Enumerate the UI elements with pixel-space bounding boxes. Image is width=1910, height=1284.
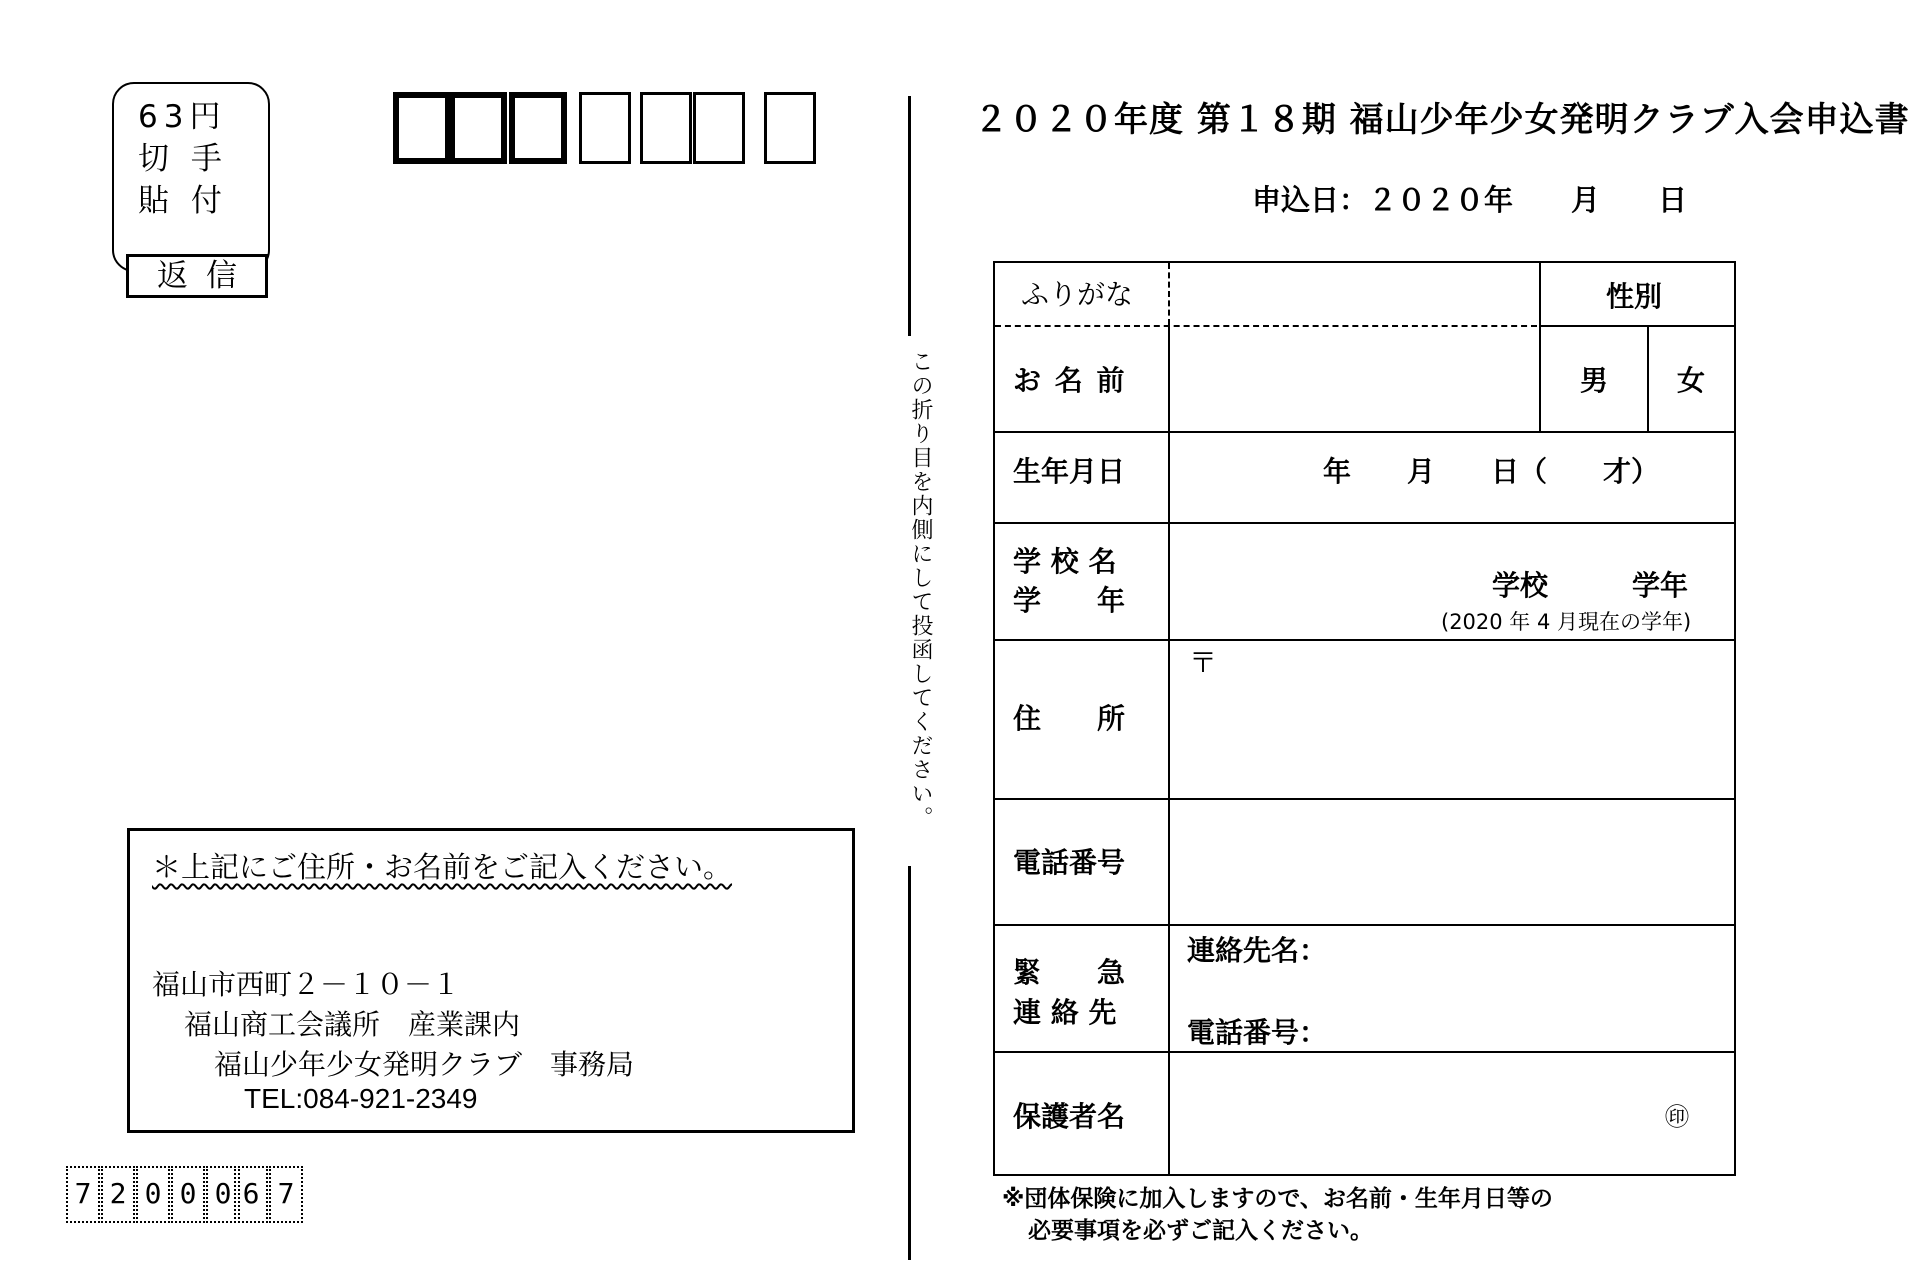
furigana-divider (995, 325, 1537, 327)
fold-line-top (908, 96, 911, 336)
gender-label: 性別 (1606, 280, 1663, 313)
zip-digit: 6 (234, 1166, 268, 1223)
stamp-area (112, 82, 270, 272)
return-address-box (127, 828, 855, 1133)
label-column-line (1168, 325, 1170, 1174)
stamp-price: 63円 (138, 99, 227, 135)
zip-digit: 0 (171, 1166, 205, 1223)
return-note: ＊上記にご住所・お名前をご記入ください。 (152, 850, 733, 884)
row-divider (995, 798, 1734, 800)
emergency-label-2: 連 絡 先 (1013, 996, 1117, 1029)
postal-box[interactable] (579, 92, 631, 164)
birth-label: 生年月日 (1013, 455, 1126, 488)
row-divider (995, 639, 1734, 641)
form-title: ２０２０年度 第１８期 福山少年少女発明クラブ入会申込書 (974, 100, 1910, 140)
furigana-label: ふりがな (1021, 278, 1134, 311)
row-divider (995, 431, 1734, 433)
emergency-label-1: 緊 急 (1013, 956, 1126, 989)
contact-phone-field[interactable]: 電話番号： (1187, 1016, 1328, 1049)
postal-box[interactable] (393, 92, 451, 164)
row-divider (995, 924, 1734, 926)
reply-label: 返信 (126, 254, 268, 298)
phone-label: 電話番号 (1013, 846, 1126, 879)
row-divider (995, 1051, 1734, 1053)
school-note: (2020 年 4 月現在の学年) (1441, 610, 1692, 634)
grade-label: 学 年 (1013, 584, 1126, 617)
school-label: 学 校 名 (1013, 545, 1117, 578)
seal-icon: ㊞ (1665, 1103, 1689, 1131)
fold-instruction: この折り目を内側にして投函してください。 (908, 350, 933, 830)
contact-name-field[interactable]: 連絡先名： (1187, 934, 1328, 967)
postal-box[interactable] (449, 92, 507, 164)
footnote-1: ※団体保険に加入しますので、お名前・生年月日等の (1002, 1186, 1553, 1212)
gender-female[interactable]: 女 (1677, 364, 1706, 397)
footnote-2: 必要事項を必ずご記入ください。 (1028, 1218, 1373, 1244)
school-field[interactable]: 学校 学年 (1492, 569, 1689, 602)
zip-digit: 0 (206, 1166, 240, 1223)
zip-digit: 0 (136, 1166, 170, 1223)
name-label: お 名 前 (1013, 364, 1127, 397)
application-form (993, 261, 1736, 1176)
row-divider (995, 522, 1734, 524)
fold-line-bottom (908, 866, 911, 1260)
postal-box[interactable] (509, 92, 567, 164)
gender-male[interactable]: 男 (1580, 364, 1609, 397)
gender-header-divider (1539, 325, 1734, 327)
return-address: 福山市西町２－１０－１ (152, 968, 461, 1001)
birth-field[interactable]: 年 月 日（ 才） (1323, 455, 1660, 488)
guardian-label: 保護者名 (1013, 1100, 1126, 1133)
address-label: 住 所 (1013, 702, 1126, 735)
stamp-label-1: 切 手 (138, 141, 228, 177)
application-date: 申込日：２０２０年 月 日 (1252, 183, 1688, 217)
gender-column-line (1539, 263, 1541, 431)
postal-box[interactable] (693, 92, 745, 164)
furigana-vertical (1168, 263, 1170, 325)
zip-digit: 2 (101, 1166, 135, 1223)
postal-mark: 〒 (1189, 646, 1218, 679)
return-club: 福山少年少女発明クラブ 事務局 (214, 1048, 635, 1081)
stamp-label-2: 貼 付 (138, 183, 228, 219)
postal-box[interactable] (764, 92, 816, 164)
zip-digit: 7 (269, 1166, 303, 1223)
return-tel: TEL:084-921-2349 (244, 1083, 478, 1114)
gender-split-line (1647, 325, 1649, 431)
postal-box[interactable] (640, 92, 692, 164)
zip-digit: 7 (66, 1166, 100, 1223)
return-org: 福山商工会議所 産業課内 (184, 1008, 521, 1041)
